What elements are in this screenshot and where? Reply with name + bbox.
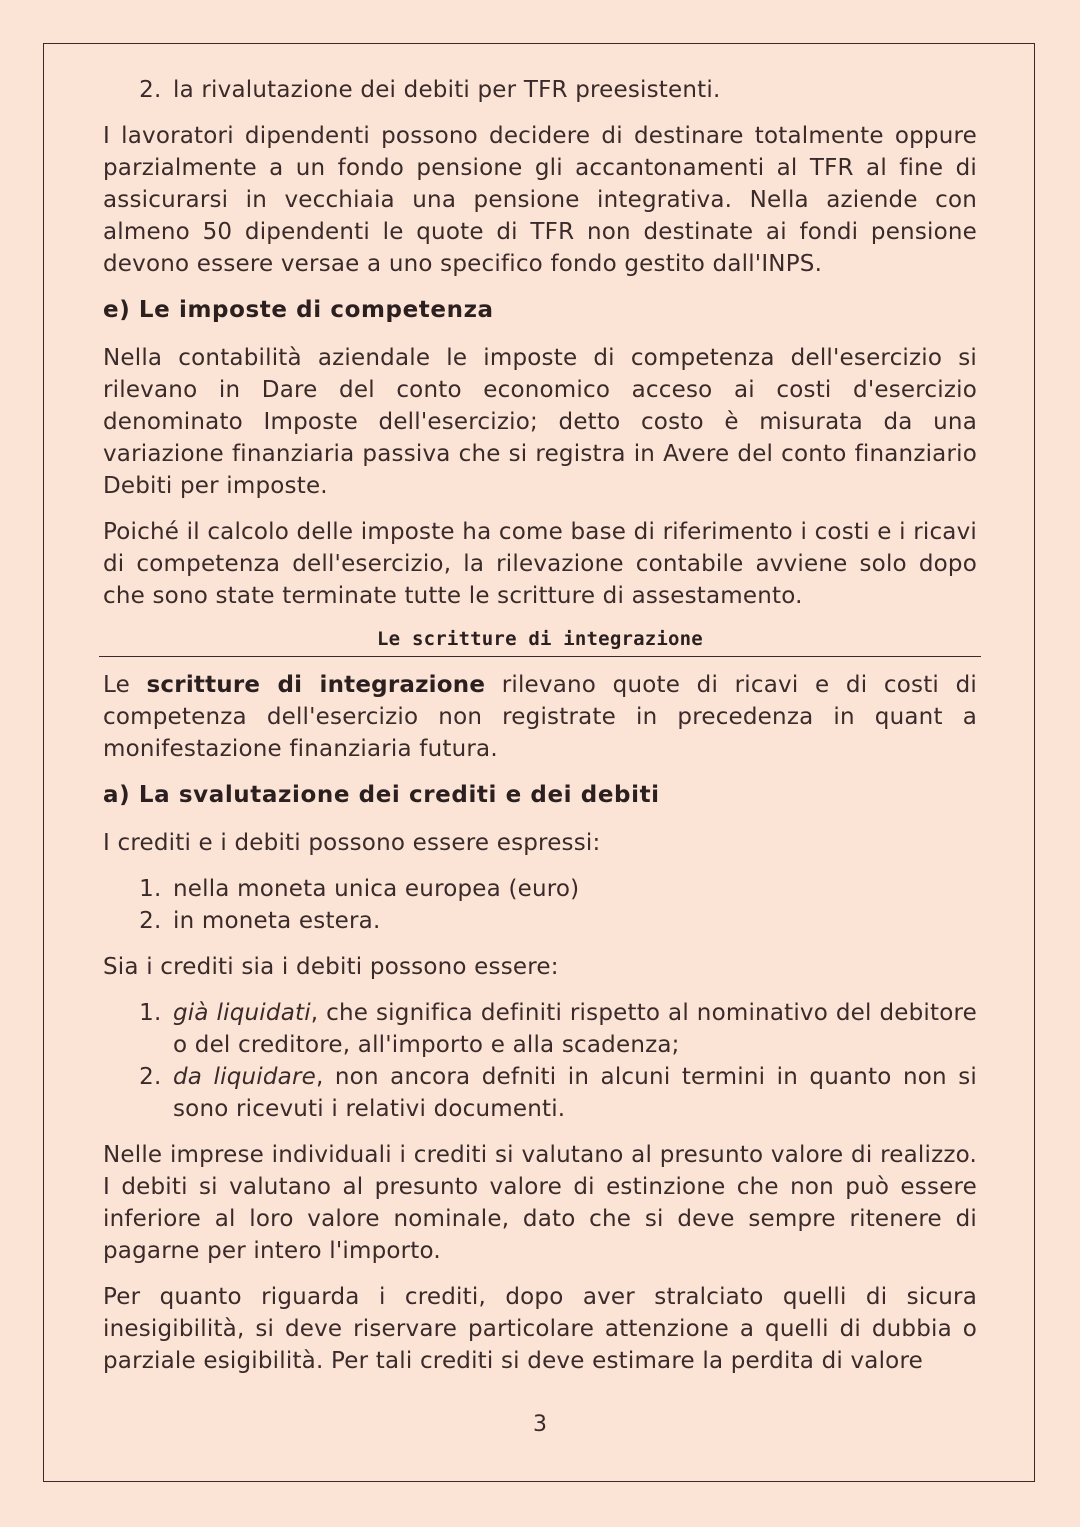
paragraph-essere: Sia i crediti sia i debiti possono essere: <box>103 954 559 980</box>
page-number: 3 <box>533 1412 547 1437</box>
integr-bold: scritture di integrazione <box>146 672 486 698</box>
paragraph-integrazione <box>103 669 977 765</box>
list-item: 1. nella moneta unica europea (euro) <box>169 873 977 905</box>
list-item <box>169 997 977 1061</box>
term-da-liquidare-desc: , non ancora defniti in alcuni termini in quanto non si sono ricevuti i relativi documenti. <box>173 1064 977 1122</box>
section-title: Le scritture di integrazione <box>99 626 981 657</box>
term-liquidati-desc: , che significa definiti rispetto al nominativo del debitore o del creditore, all'importo e alla scadenza; <box>173 1000 977 1058</box>
heading-imposte: e) Le imposte di competenza <box>103 297 494 323</box>
list-item: 2. in moneta estera. <box>169 905 977 937</box>
list-item <box>169 1061 977 1125</box>
integr-post: rilevano quote di ricavi e di costi di competenza dell'esercizio non registrate in precedenza in quant a monifestazione finanziaria futura. <box>103 672 977 762</box>
paragraph-imposte-2: Poiché il calcolo delle imposte ha come base di riferimento i costi e i ricavi di competenza dell'esercizio, la rilevazione contabile avviene solo dopo che sono state terminate tutte le scritture di assestamento. <box>103 519 977 609</box>
term-liquidati: già liquidati <box>173 1000 311 1026</box>
heading-svalutazione: a) La svalutazione dei crediti e dei debiti <box>103 782 660 808</box>
paragraph-espressi: I crediti e i debiti possono essere espressi: <box>103 830 601 856</box>
liquidazione-list <box>103 997 977 1125</box>
paragraph-crediti: Per quanto riguarda i crediti, dopo aver stralciato quelli di sicura inesigibilità, si deve riservare particolare attenzione a quelli di dubbia o parziale esigibilità. Per tali crediti si deve estimare la perdita di valore <box>103 1284 977 1374</box>
paragraph-valutano: Nelle imprese individuali i crediti si valutano al presunto valore di realizzo. I debiti si valutano al presunto valore di estinzione che non può essere inferiore al loro valore nominale, dato che si deve sempre ritenere di pagarne per intero l'importo. <box>103 1142 977 1264</box>
paragraph-tfr: I lavoratori dipendenti possono decidere di destinare totalmente oppure parzialmente a un fondo pensione gli accantonamenti al TFR al fine di assicurarsi in vecchiaia una pensione integrativa. Nella aziende con almeno 50 dipendenti le quote di TFR non destinate ai fondi pensione devono essere versae a uno specifico fondo gestito dall'INPS. <box>103 123 977 277</box>
paragraph-imposte-1: Nella contabilità aziendale le imposte di competenza dell'esercizio si rilevano in Dare del conto economico acceso ai costi d'esercizio denominato Imposte dell'esercizio; detto costo è misurata da una variazione finanziaria passiva che si registra in Avere del conto finanziario Debiti per imposte. <box>103 345 977 499</box>
integr-pre: Le <box>103 672 147 698</box>
tfr-list <box>103 74 977 106</box>
page-content <box>103 74 977 1391</box>
moneta-list <box>103 873 977 937</box>
list-item: 2. la rivalutazione dei debiti per TFR preesistenti. <box>169 74 977 106</box>
term-da-liquidare: da liquidare <box>173 1064 316 1090</box>
